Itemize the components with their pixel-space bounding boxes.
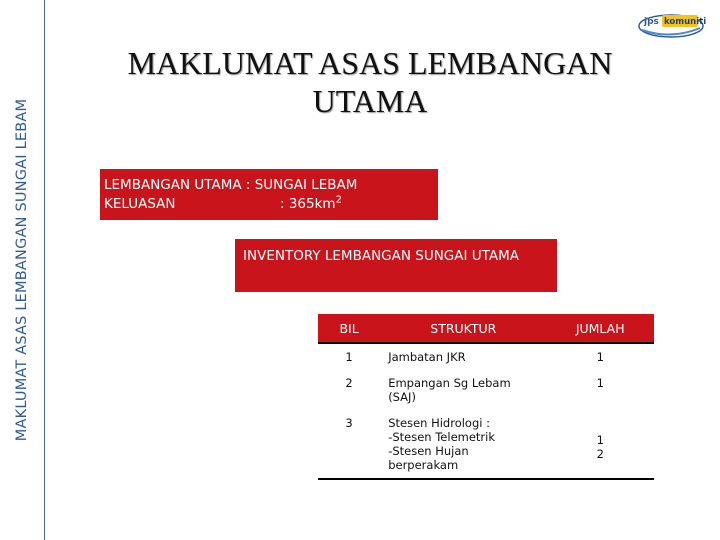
jps-logo [636, 10, 706, 38]
table-row [318, 410, 654, 479]
cell-jumlah-line: 1 [596, 350, 604, 364]
inventory-table [318, 314, 654, 480]
basin-area-unit-sup: 2 [335, 194, 342, 206]
cell-jumlah [546, 370, 654, 410]
basin-area-value [280, 195, 342, 214]
cell-jumlah-line: 1 [596, 433, 604, 447]
cell-jumlah [546, 410, 654, 479]
cell-struktur-line: -Stesen Telemetrik [388, 430, 496, 444]
page-title-line2: UTAMA [312, 83, 428, 119]
cell-struktur-line: Stesen Hidrologi : [388, 416, 490, 430]
svg-text:jps: jps [644, 17, 659, 27]
cell-struktur-line: berperakam [388, 458, 459, 472]
cell-struktur-line: Empangan Sg Lebam [388, 376, 511, 390]
cell-bil: 3 [318, 410, 380, 479]
sidebar [0, 0, 45, 540]
table-row [318, 343, 654, 370]
table-row [318, 370, 654, 410]
inventory-banner-text: INVENTORY LEMBANGAN SUNGAI UTAMA [243, 248, 519, 264]
cell-struktur-line: Jambatan JKR [388, 350, 466, 364]
cell-bil: 2 [345, 376, 353, 390]
page-title [100, 44, 640, 120]
cell-struktur-line: (SAJ) [388, 390, 416, 404]
cell-struktur [380, 410, 546, 479]
basin-name-row [104, 176, 438, 195]
cell-struktur-line: -Stesen Hujan [388, 444, 469, 458]
header-struktur: STRUKTUR [380, 314, 546, 343]
basin-area-row [104, 195, 438, 214]
basin-name-text: LEMBANGAN UTAMA : SUNGAI LEBAM [104, 177, 358, 193]
cell-jumlah-line: 1 [596, 376, 604, 390]
page-title-line1: MAKLUMAT ASAS LEMBANGAN [127, 45, 613, 81]
basin-area-number: : 365km [280, 196, 336, 212]
cell-struktur [380, 370, 546, 410]
svg-text:komuniti: komuniti [664, 17, 706, 27]
basin-area-label: KELUASAN [104, 196, 176, 212]
table-header-row [318, 314, 654, 343]
cell-jumlah-line: 2 [596, 447, 604, 461]
sidebar-title: MAKLUMAT ASAS LEMBANGAN SUNGAI LEBAM [14, 98, 30, 442]
inventory-banner [235, 239, 557, 292]
cell-struktur [380, 343, 546, 370]
cell-jumlah [546, 343, 654, 370]
cell-bil: 1 [345, 350, 353, 364]
header-bil: BIL [318, 314, 380, 343]
header-jumlah: JUMLAH [546, 314, 654, 343]
basin-info-box [100, 169, 438, 220]
